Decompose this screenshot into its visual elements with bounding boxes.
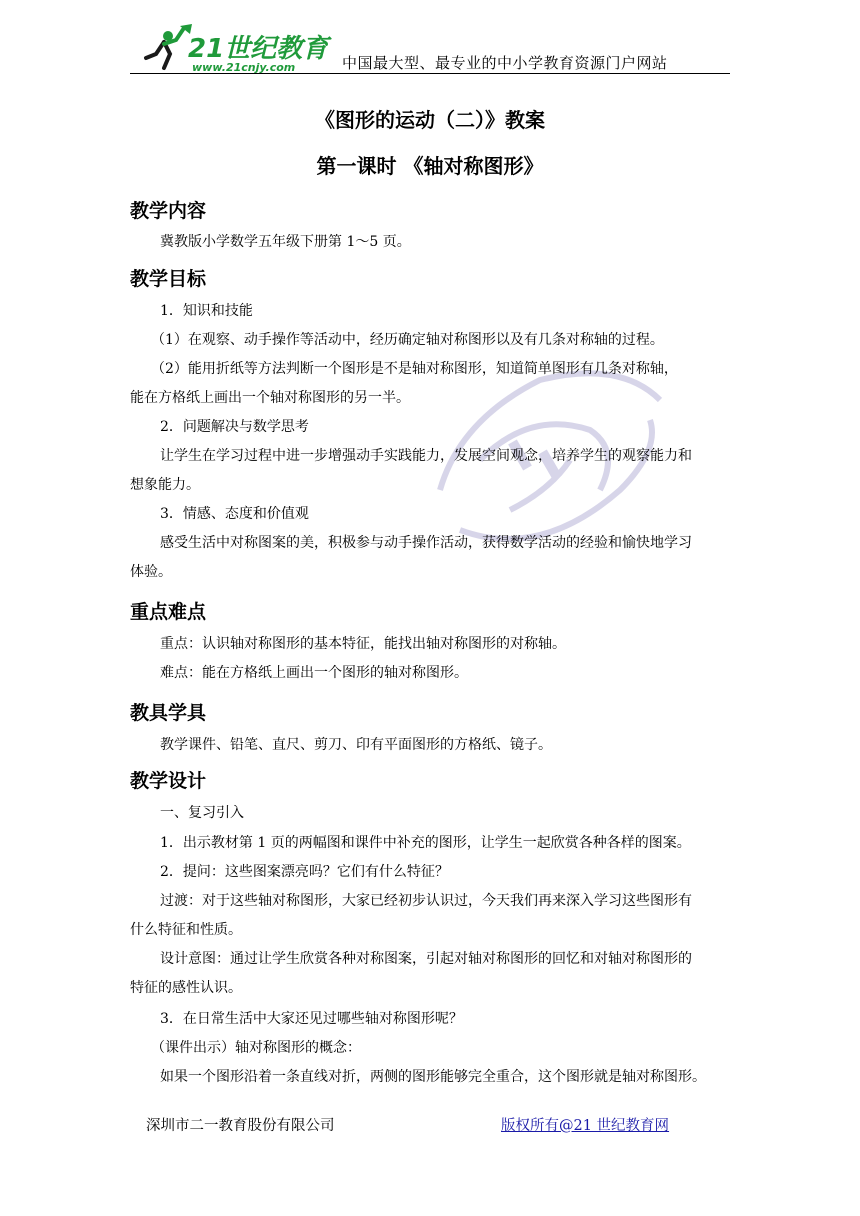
header-divider xyxy=(130,73,730,74)
tools-text: 教学课件、铅笔、直尺、剪刀、印有平面图形的方格纸、镜子。 xyxy=(160,737,552,753)
site-tagline: 中国最大型、最专业的中小学教育资源门户网站 xyxy=(342,54,668,72)
goal-item-2-line1: 让学生在学习过程中进一步增强动手实践能力，发展空间观念，培养学生的观察能力和 xyxy=(160,448,692,464)
section-heading-content: 教学内容 xyxy=(130,200,207,222)
section-heading-design: 教学设计 xyxy=(130,770,207,792)
content-text: 冀教版小学数学五年级下册第 1～5 页。 xyxy=(160,234,411,250)
definition-text: 如果一个图形沿着一条直线对折，两侧的图形能够完全重合，这个图形就是轴对称图形。 xyxy=(160,1069,706,1085)
document-title: 《图形的运动（二）》教案 xyxy=(315,108,545,132)
goal-item-2: 2．问题解决与数学思考 xyxy=(160,419,309,435)
key-point-text: 重点：认识轴对称图形的基本特征，能找出轴对称图形的对称轴。 xyxy=(160,636,566,652)
logo-text: 21世纪教育 xyxy=(188,34,329,64)
difficult-point-text: 难点：能在方格纸上画出一个图形的轴对称图形。 xyxy=(160,665,468,681)
section-heading-tools: 教具学具 xyxy=(130,702,207,724)
goal-item-3-line2: 体验。 xyxy=(130,564,172,580)
document-subtitle: 第一课时 《轴对称图形》 xyxy=(316,154,544,178)
goal-item-1b-line1: （2）能用折纸等方法判断一个图形是不是轴对称图形，知道简单图形有几条对称轴， xyxy=(151,361,678,377)
goal-item-3-line1: 感受生活中对称图案的美，积极参与动手操作活动，获得数学活动的经验和愉快地学习 xyxy=(160,535,692,551)
goal-item-1b-line2: 能在方格纸上画出一个轴对称图形的另一半。 xyxy=(130,390,410,406)
goal-item-1a: （1）在观察、动手操作等活动中，经历确定轴对称图形以及有几条对称轴的过程。 xyxy=(151,332,664,348)
section-heading-goals: 教学目标 xyxy=(130,268,207,290)
footer-company: 深圳市二一教育股份有限公司 xyxy=(146,1118,335,1134)
design-intent-line1: 设计意图：通过让学生欣赏各种对称图案，引起对轴对称图形的回忆和对轴对称图形的 xyxy=(160,951,692,967)
footer-copyright-link[interactable]: 版权所有@21 世纪教育网 xyxy=(501,1118,670,1134)
goal-item-2-line2: 想象能力。 xyxy=(130,477,200,493)
courseware-note: （课件出示）轴对称图形的概念： xyxy=(151,1040,361,1056)
runner-icon xyxy=(146,24,192,68)
transition-line1: 过渡：对于这些轴对称图形，大家已经初步认识过，今天我们再来深入学习这些图形有 xyxy=(160,893,692,909)
transition-line2: 什么特征和性质。 xyxy=(130,922,242,938)
design-part-1: 一、复习引入 xyxy=(160,805,244,821)
site-logo xyxy=(140,24,340,74)
design-step-3: 3．在日常生活中大家还见过哪些轴对称图形呢？ xyxy=(160,1011,463,1027)
goal-item-3: 3．情感、态度和价值观 xyxy=(160,506,309,522)
design-step-2: 2．提问：这些图案漂亮吗？它们有什么特征？ xyxy=(160,864,449,880)
goal-item-1: 1．知识和技能 xyxy=(160,303,253,319)
page-header xyxy=(130,24,730,76)
section-heading-keypoints: 重点难点 xyxy=(130,601,207,623)
logo-url: www.21cnjy.com xyxy=(192,61,296,74)
design-intent-line2: 特征的感性认识。 xyxy=(130,980,242,996)
design-step-1: 1．出示教材第 1 页的两幅图和课件中补充的图形，让学生一起欣赏各种各样的图案。 xyxy=(160,835,691,851)
